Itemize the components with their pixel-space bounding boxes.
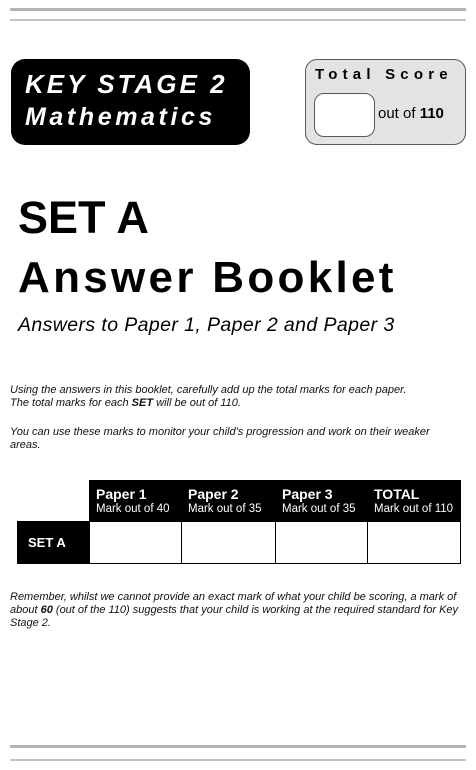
table-header-paper-3 [275, 480, 367, 521]
top-rule-inner [10, 19, 466, 21]
score-out-of-text: out of [378, 105, 416, 122]
key-stage-label: KEY STAGE 2 [25, 69, 228, 99]
total-score-box [305, 59, 466, 145]
footer-note-post: (out of the 110) suggests that your child is working at the required standard for Key Stage 2. [10, 604, 459, 629]
table-row-label: SET A [17, 521, 89, 564]
paper-1-mark-cell[interactable] [89, 521, 182, 564]
column-subtitle: Mark out of 35 [188, 503, 262, 515]
marks-table [17, 480, 461, 564]
intro-line-2-bold: SET [131, 397, 154, 409]
table-header-paper-1 [89, 480, 181, 521]
footer-note-bold: 60 [40, 604, 53, 616]
total-score-label: Total Score [315, 66, 453, 83]
intro-line-2-post: will be out of 110. [153, 397, 241, 409]
column-subtitle: Mark out of 110 [374, 503, 454, 515]
column-subtitle: Mark out of 40 [96, 503, 170, 515]
intro-paragraph-2: You can use these marks to monitor your child's progression and work on their weaker areas. [10, 426, 430, 451]
paper-2-mark-cell[interactable] [181, 521, 276, 564]
subject-label: Mathematics [25, 103, 217, 131]
key-stage-title-box [11, 59, 250, 145]
total-score-field[interactable] [314, 93, 375, 137]
bottom-rule [10, 745, 466, 748]
column-title: Paper 1 [96, 486, 147, 502]
column-subtitle: Mark out of 35 [282, 503, 356, 515]
score-out-of [378, 105, 444, 122]
paper-3-mark-cell[interactable] [275, 521, 368, 564]
footer-note-pre: Remember, whilst we cannot provide an exact mark of what your child be scoring, a mark of about [10, 591, 457, 616]
intro-line-1: Using the answers in this booklet, carefully add up the total marks for each paper. [10, 384, 407, 396]
booklet-subtitle: Answers to Paper 1, Paper 2 and Paper 3 [18, 314, 395, 336]
total-mark-cell[interactable] [367, 521, 461, 564]
table-header-total [367, 480, 461, 521]
set-title: SET A [18, 192, 149, 243]
column-title: Paper 2 [188, 486, 239, 502]
score-out-of-value: 110 [419, 105, 444, 122]
column-title: TOTAL [374, 486, 420, 502]
footer-note [10, 591, 466, 630]
bottom-rule-inner [10, 759, 466, 761]
top-rule [10, 8, 466, 11]
intro-paragraph-1 [10, 384, 470, 410]
table-header-paper-2 [181, 480, 275, 521]
column-title: Paper 3 [282, 486, 333, 502]
booklet-title: Answer Booklet [18, 253, 397, 302]
intro-line-2-pre: The total marks for each [10, 397, 132, 409]
